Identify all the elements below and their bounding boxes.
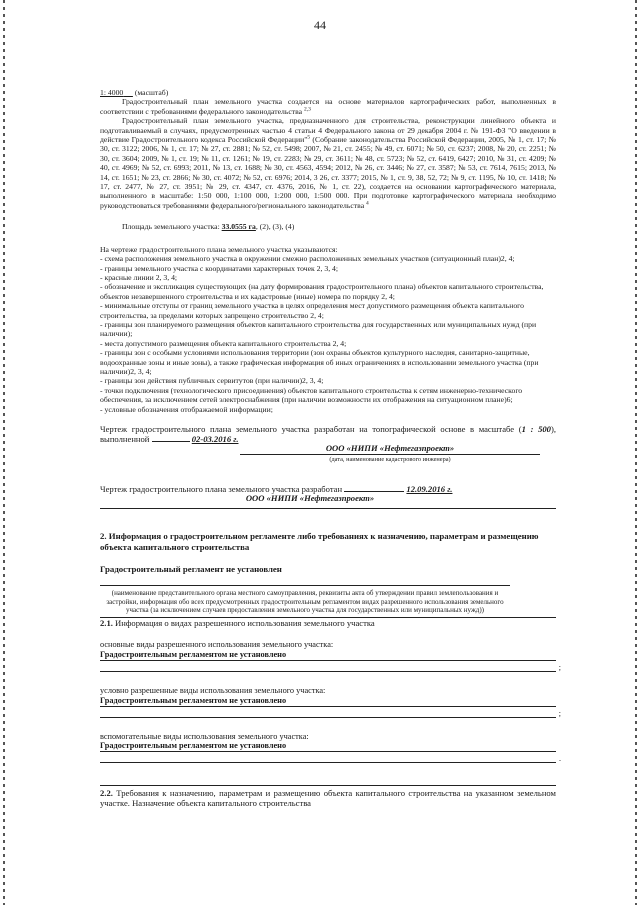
subsection-2-2 [100,785,556,808]
area-label: Площадь земельного участка: [122,222,220,232]
subsection-2-1-number: 2.1. [100,618,113,629]
binding-edge-right [635,0,637,905]
subsection-2-1 [100,617,556,628]
drawing-basis-statement: Чертеж градостроительного плана земельного участка разработан на топографической основе в масштабе (1 : 500), выполненной 02-03.2016 г. [100,424,556,445]
drawing-contents-list [100,254,556,414]
use-rule: ; [100,707,556,718]
use-auxiliary [100,731,561,764]
list-item: - границы зон действия публичных сервитутов (при наличии)2, 3, 4; [100,376,324,386]
linear-footnote-2: 4 [366,200,369,207]
use-value: Градостроительным регламентом не установлено [100,650,556,661]
linear-paragraph: Градостроительный план земельного участка, предназначенного для строительства, реконструкции линейного объекта и подготавливаемый в случаях, предусмотренных частью 4 статьи 4 Федерального закона от 29 декабря 2004 г. № 191-ФЗ "О введении в действие Градостроительного кодекса Российской Федерации"$^5$ (Собрание законодательства Российской Федерации, 2005, № 1, ст. 17; № 30, ст. 3122; 2006, № 1, ст. 17; № 27, ст. 2881; № 52, ст. 5498; 2007, № 21, ст. 2455; № 49, ст. 6071; № 50, ст. 6237; 2008, № 20, ст. 2251; № 30, ст. 3604; 2009, № 1, ст. 19; № 11, ст. 1261; № 19, ст. 2283; № 29, ст. 3611; № 48, ст. 5723; № 52, ст. 6419, 6427; 2010, № 31, ст. 4209; № 40, ст. 4969; № 52, ст. 6993; 2011, № 13, ст. 1688; № 30, ст. 4563, 4594; 2012, № 26, ст. 3446; № 27, ст. 3587; № 53, ст. 7614, 7615; 2013, № 14, ст. 1651; № 23, ст. 2866; № 30, ст. 4072; № 52, ст. 6976; 2014, 3 26, ст. 3377; 2015, № 1, ст. 9, 38, 52, 72; № 9, ст. 1195, № 10, ст. 1418; № 17, ст. 2477, № 27, ст. 3951; № 29, ст. 4347, ст. 4376, 2016, № 1, ст. 22), создается на основании картографического материала, выполненного в масштабе: 1:50 000, 1:100 000, 1:200 000, 1:500 000. При подготовке картографического материала необходимо руководствоваться требованиями федерального/регионального законодательства $^4$ [100,116,556,210]
subsection-2-1-text: Информация о видах разрешенного использования земельного участка [115,618,375,629]
list-item: - минимальные отступы от границ земельного участка в целях определения мест допустимого размещения объекта капитального строительства, за пределами которых запрещено строительство 2, 4; [100,301,524,320]
list-item: - границы зон с особыми условиями использования территории (зон охраны объектов культурного наследия, санитарно-защитные, водоохранные зоны и иные зоны), а также графическая информация об иных ограничениях в использовании земельного участка (при наличии)2, 3, 4; [100,348,539,376]
regulation-status: Градостроительный регламент не установлен [100,563,282,574]
subsection-2-2-number: 2.2. [100,788,113,799]
area-refs: , (2), (3), (4) [255,222,295,232]
cadastral-caption: (дата, наименование кадастрового инженера) [329,455,451,463]
topo-date: 02-03.2016 г. [191,434,239,445]
cadastral-engineer-org: ООО «НИПИ «Нефтегазпроект» [240,444,540,454]
use-label: основные виды разрешенного использования земельного участка: [100,640,334,650]
scale-caption: (масштаб) [134,88,169,97]
binding-edge-left [3,0,5,905]
area-line [100,222,556,231]
use-rule: ; [100,661,556,672]
use-value: Градостроительным регламентом не установлено [100,741,556,752]
linear-footnote: 5 [307,134,311,141]
intro-footnote: 2,3 [303,106,311,113]
list-heading: На чертеже градостроительного плана земельного участка указываются: [100,244,338,254]
use-rule: . [100,752,556,763]
divider [100,508,556,509]
scale-ratio: 1: 4000 [100,88,124,97]
developer-org: ООО «НИПИ «Нефтегазпроект» [245,493,375,504]
naming-caption: (наименование представительного органа местного самоуправления, реквизиты акта об утверждении правил землепользования и застройки, информация обо всех предусмотренных градостроительным регламентом видах разрешенного использования земельного участка (за исключением случаев предоставления земельного участка для государственных или муниципальных нужд)) [100,585,510,615]
list-item: - места допустимого размещения объекта капитального строительства 2, 4; [100,338,347,348]
use-value: Градостроительным регламентом не установлено [100,696,556,707]
use-label: условно разрешенные виды использования земельного участка: [100,686,326,696]
section-2-title: 2. Информация о градостроительном регламенте либо требованиях к назначению, параметрам и размещению объекта капитального строительства [100,530,539,552]
list-item: - условные обозначения отображаемой информации; [100,404,273,414]
use-main [100,640,561,673]
developed-date: 12.09.2016 г. [406,484,453,495]
drawing-developed-statement: Чертеж градостроительного плана земельного участка разработан 12.09.2016 г. [100,484,453,495]
use-label: вспомогательные виды использования земельного участка: [100,731,309,741]
topo-scale: 1 : 500 [521,424,551,434]
list-item: - точки подключения (технологического присоединения) объектов капитального строительства к сетям инженерно-технического обеспечения, за исключением сетей электроснабжения (при наличии возможности их отображения на ситуационном плане)6; [100,385,523,405]
subsection-2-2-text: Требования к назначению, параметрам и размещению объекта капитального строительства на указанном земельном участке. Назначение объекта капитального строительства [100,788,556,809]
area-value: 33.0555 га [221,222,256,232]
list-item: - схема расположения земельного участка в окружении смежно расположенных земельных участков (ситуационный план)2, 4; [100,254,515,264]
document-body [100,88,561,809]
list-item: - красные линии 2, 3, 4; [100,272,178,282]
intro-paragraph: Градостроительный план земельного участка создается на основе материалов картографических работ, выполненных в соответствии с требованиями федерального законодательства $^{2,3}$ [100,97,556,116]
page-number: 44 [314,18,326,32]
list-item: - границы зон планируемого размещения объектов капитального строительства для государственных или муниципальных нужд (при наличии); [100,319,537,339]
scale-line [100,88,556,97]
list-item: - границы земельного участка с координатами характерных точек 2, 3, 4; [100,263,339,273]
list-item: - обозначение и экспликация существующих (на дату формирования градостроительного плана) объектов капитального строительства, объектов незавершенного строительства и их кадастровые (иные) номера по порядку 2, 4; [100,282,544,301]
use-conditional [100,686,561,718]
